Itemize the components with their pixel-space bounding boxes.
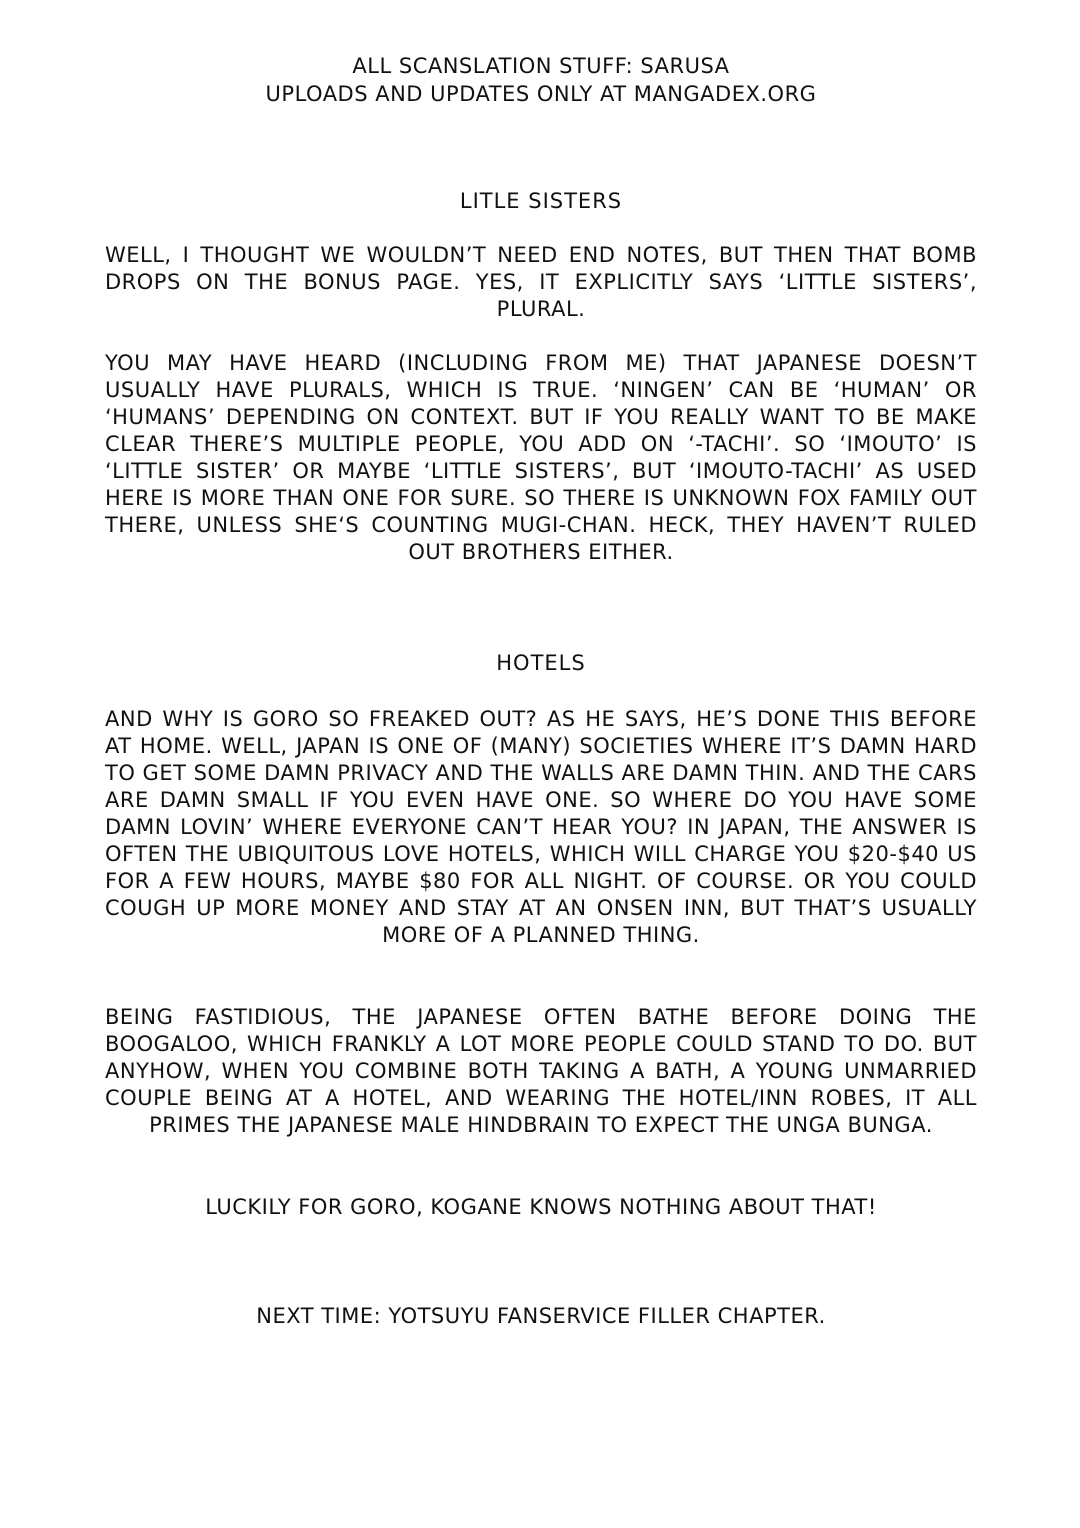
- paragraph-hotels-1: AND WHY IS GORO SO FREAKED OUT? AS HE SAYS, HE’S DONE THIS BEFORE AT HOME. WELL, JAPAN IS ONE OF (MANY) SOCIETIES WHERE IT’S DAMN HARD TO GET SOME DAMN PRIVACY AND THE WALLS ARE DAMN THIN. AND THE CARS ARE DAMN SMALL IF YOU EVEN HAVE ONE. SO WHERE DO YOU HAVE SOME DAMN LOVIN’ WHERE EVERYONE CAN’T HEAR YOU? IN JAPAN, THE ANSWER IS OFTEN THE UBIQUITOUS LOVE HOTELS, WHICH WILL CHARGE YOU $20-$40 US FOR A FEW HOURS, MAYBE $80 FOR ALL NIGHT. OF COURSE. OR YOU COULD COUGH UP MORE MONEY AND STAY AT AN ONSEN INN, BUT THAT’S USUALLY MORE OF A PLANNED THING.: [105, 707, 977, 947]
- paragraph-little-sisters-2: YOU MAY HAVE HEARD (INCLUDING FROM ME) THAT JAPANESE DOESN’T USUALLY HAVE PLURALS, WHICH IS TRUE. ‘NINGEN’ CAN BE ‘HUMAN’ OR ‘HUMANS’ DEPENDING ON CONTEXT. BUT IF YOU REALLY WANT TO BE MAKE CLEAR THERE’S MULTIPLE PEOPLE, YOU ADD ON ‘-TACHI’. SO ‘IMOUTO’ IS ‘LITTLE SISTER’ OR MAYBE ‘LITTLE SISTERS’, BUT ‘IMOUTO-TACHI’ AS USED HERE IS MORE THAN ONE FOR SURE. SO THERE IS UNKNOWN FOX FAMILY OUT THERE, UNLESS SHE‘S COUNTING MUGI-CHAN. HECK, THEY HAVEN’T RULED OUT BROTHERS EITHER.: [105, 351, 977, 564]
- section-heading-little-sisters: LITLE SISTERS: [459, 189, 623, 213]
- paragraph-hotels-3: LUCKILY FOR GORO, KOGANE KNOWS NOTHING ABOUT THAT!: [205, 1195, 877, 1219]
- section-heading-hotels: HOTELS: [496, 651, 586, 675]
- paragraph-little-sisters-1: WELL, I THOUGHT WE WOULDN’T NEED END NOTES, BUT THEN THAT BOMB DROPS ON THE BONUS PAGE. YES, IT EXPLICITLY SAYS ‘LITTLE SISTERS’, PLURAL.: [105, 243, 977, 321]
- credits-line-1: ALL SCANSLATION STUFF: SARUSA: [352, 54, 730, 78]
- next-time-note: NEXT TIME: YOTSUYU FANSERVICE FILLER CHAPTER.: [256, 1304, 826, 1328]
- paragraph-hotels-2: BEING FASTIDIOUS, THE JAPANESE OFTEN BATHE BEFORE DOING THE BOOGALOO, WHICH FRANKLY A LOT MORE PEOPLE COULD STAND TO DO. BUT ANYHOW, WHEN YOU COMBINE BOTH TAKING A BATH, A YOUNG UNMARRIED COUPLE BEING AT A HOTEL, AND WEARING THE HOTEL/INN ROBES, IT ALL PRIMES THE JAPANESE MALE HINDBRAIN TO EXPECT THE UNGA BUNGA.: [105, 1005, 977, 1137]
- credits-line-2: UPLOADS AND UPDATES ONLY AT MANGADEX.ORG: [265, 82, 817, 106]
